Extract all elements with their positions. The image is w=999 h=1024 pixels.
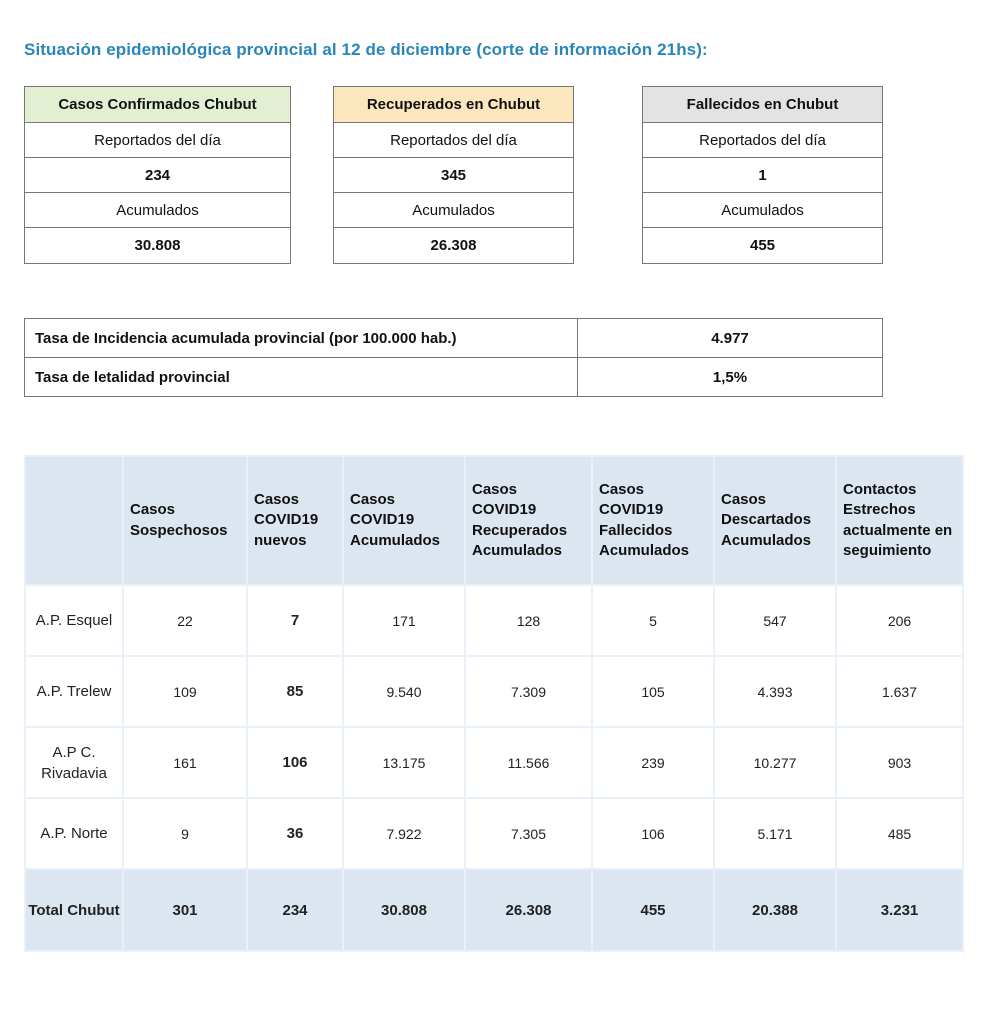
column-header-new: Casos COVID19 nuevos — [247, 456, 343, 585]
cell-new: 85 — [247, 656, 343, 727]
incidence-rate-label: Tasa de Incidencia acumulada provincial (por 100.000 hab.) — [25, 319, 578, 357]
column-header-discarded: Casos Descartados Acumulados — [714, 456, 836, 585]
confirmed-daily-label: Reportados del día — [25, 123, 290, 158]
cell-suspected: 161 — [123, 727, 247, 798]
lethality-rate-value: 1,5% — [712, 368, 748, 386]
cell-suspected: 109 — [123, 656, 247, 727]
total-row — [25, 869, 963, 951]
cell-deceased: 239 — [592, 727, 714, 798]
column-header-suspected: Casos Sospechosos — [123, 456, 247, 585]
cell-suspected: 22 — [123, 585, 247, 656]
total-discarded: 20.388 — [714, 869, 836, 951]
page-title: Situación epidemiológica provincial al 12 de diciembre (corte de información 21hs): — [24, 40, 708, 59]
table-row — [25, 585, 963, 656]
deceased-daily-value: 1 — [643, 158, 882, 193]
area-name: A.P C. Rivadavia — [25, 727, 123, 798]
areas-table — [24, 455, 964, 952]
total-new: 234 — [247, 869, 343, 951]
cell-deceased: 106 — [592, 798, 714, 869]
area-name: A.P. Esquel — [25, 585, 123, 656]
table-header-row — [25, 456, 963, 585]
table-row — [25, 727, 963, 798]
column-header-cumulative: Casos COVID19 Acumulados — [343, 456, 465, 585]
recovered-daily-label: Reportados del día — [334, 123, 573, 158]
cell-contacts: 206 — [836, 585, 963, 656]
recovered-cumulative-label: Acumulados — [334, 193, 573, 228]
confirmed-cases-box — [24, 86, 291, 264]
cell-contacts: 485 — [836, 798, 963, 869]
cell-recovered: 11.566 — [465, 727, 592, 798]
cell-recovered: 7.305 — [465, 798, 592, 869]
recovered-cumulative-value: 26.308 — [430, 237, 477, 254]
cell-discarded: 547 — [714, 585, 836, 656]
deceased-box — [642, 86, 883, 264]
column-header-contacts: Contactos Estrechos actualmente en seguimiento — [836, 456, 963, 585]
total-recovered: 26.308 — [465, 869, 592, 951]
confirmed-cases-header: Casos Confirmados Chubut — [25, 87, 290, 123]
lethality-rate-label: Tasa de letalidad provincial — [25, 358, 578, 396]
cell-recovered: 7.309 — [465, 656, 592, 727]
deceased-cumulative-value: 455 — [749, 237, 776, 254]
area-name: A.P. Norte — [25, 798, 123, 869]
cell-new: 36 — [247, 798, 343, 869]
rates-table — [24, 318, 883, 397]
recovered-box — [333, 86, 574, 264]
table-row — [25, 798, 963, 869]
cell-new: 106 — [247, 727, 343, 798]
total-suspected: 301 — [123, 869, 247, 951]
cell-suspected: 9 — [123, 798, 247, 869]
table-row — [25, 656, 963, 727]
total-deceased: 455 — [592, 869, 714, 951]
total-contacts: 3.231 — [836, 869, 963, 951]
column-header-recovered: Casos COVID19 Recuperados Acumulados — [465, 456, 592, 585]
cell-deceased: 105 — [592, 656, 714, 727]
cell-cumulative: 171 — [343, 585, 465, 656]
cell-contacts: 1.637 — [836, 656, 963, 727]
cell-discarded: 5.171 — [714, 798, 836, 869]
cell-discarded: 4.393 — [714, 656, 836, 727]
cell-discarded: 10.277 — [714, 727, 836, 798]
lethality-rate-row — [25, 358, 882, 396]
confirmed-cumulative-label: Acumulados — [25, 193, 290, 228]
column-header-area — [25, 456, 123, 585]
total-cumulative: 30.808 — [343, 869, 465, 951]
column-header-deceased: Casos COVID19 Fallecidos Acumulados — [592, 456, 714, 585]
confirmed-daily-value: 234 — [25, 158, 290, 193]
cell-deceased: 5 — [592, 585, 714, 656]
incidence-rate-value: 4.977 — [711, 329, 749, 347]
cell-new: 7 — [247, 585, 343, 656]
recovered-daily-value: 345 — [334, 158, 573, 193]
confirmed-cumulative-value: 30.808 — [134, 237, 181, 254]
deceased-daily-label: Reportados del día — [643, 123, 882, 158]
deceased-header: Fallecidos en Chubut — [643, 87, 882, 123]
deceased-cumulative-label: Acumulados — [643, 193, 882, 228]
cell-cumulative: 9.540 — [343, 656, 465, 727]
cell-recovered: 128 — [465, 585, 592, 656]
area-name: A.P. Trelew — [25, 656, 123, 727]
cell-cumulative: 13.175 — [343, 727, 465, 798]
cell-contacts: 903 — [836, 727, 963, 798]
cell-cumulative: 7.922 — [343, 798, 465, 869]
incidence-rate-row — [25, 319, 882, 358]
recovered-header: Recuperados en Chubut — [334, 87, 573, 123]
total-label: Total Chubut — [25, 869, 123, 951]
